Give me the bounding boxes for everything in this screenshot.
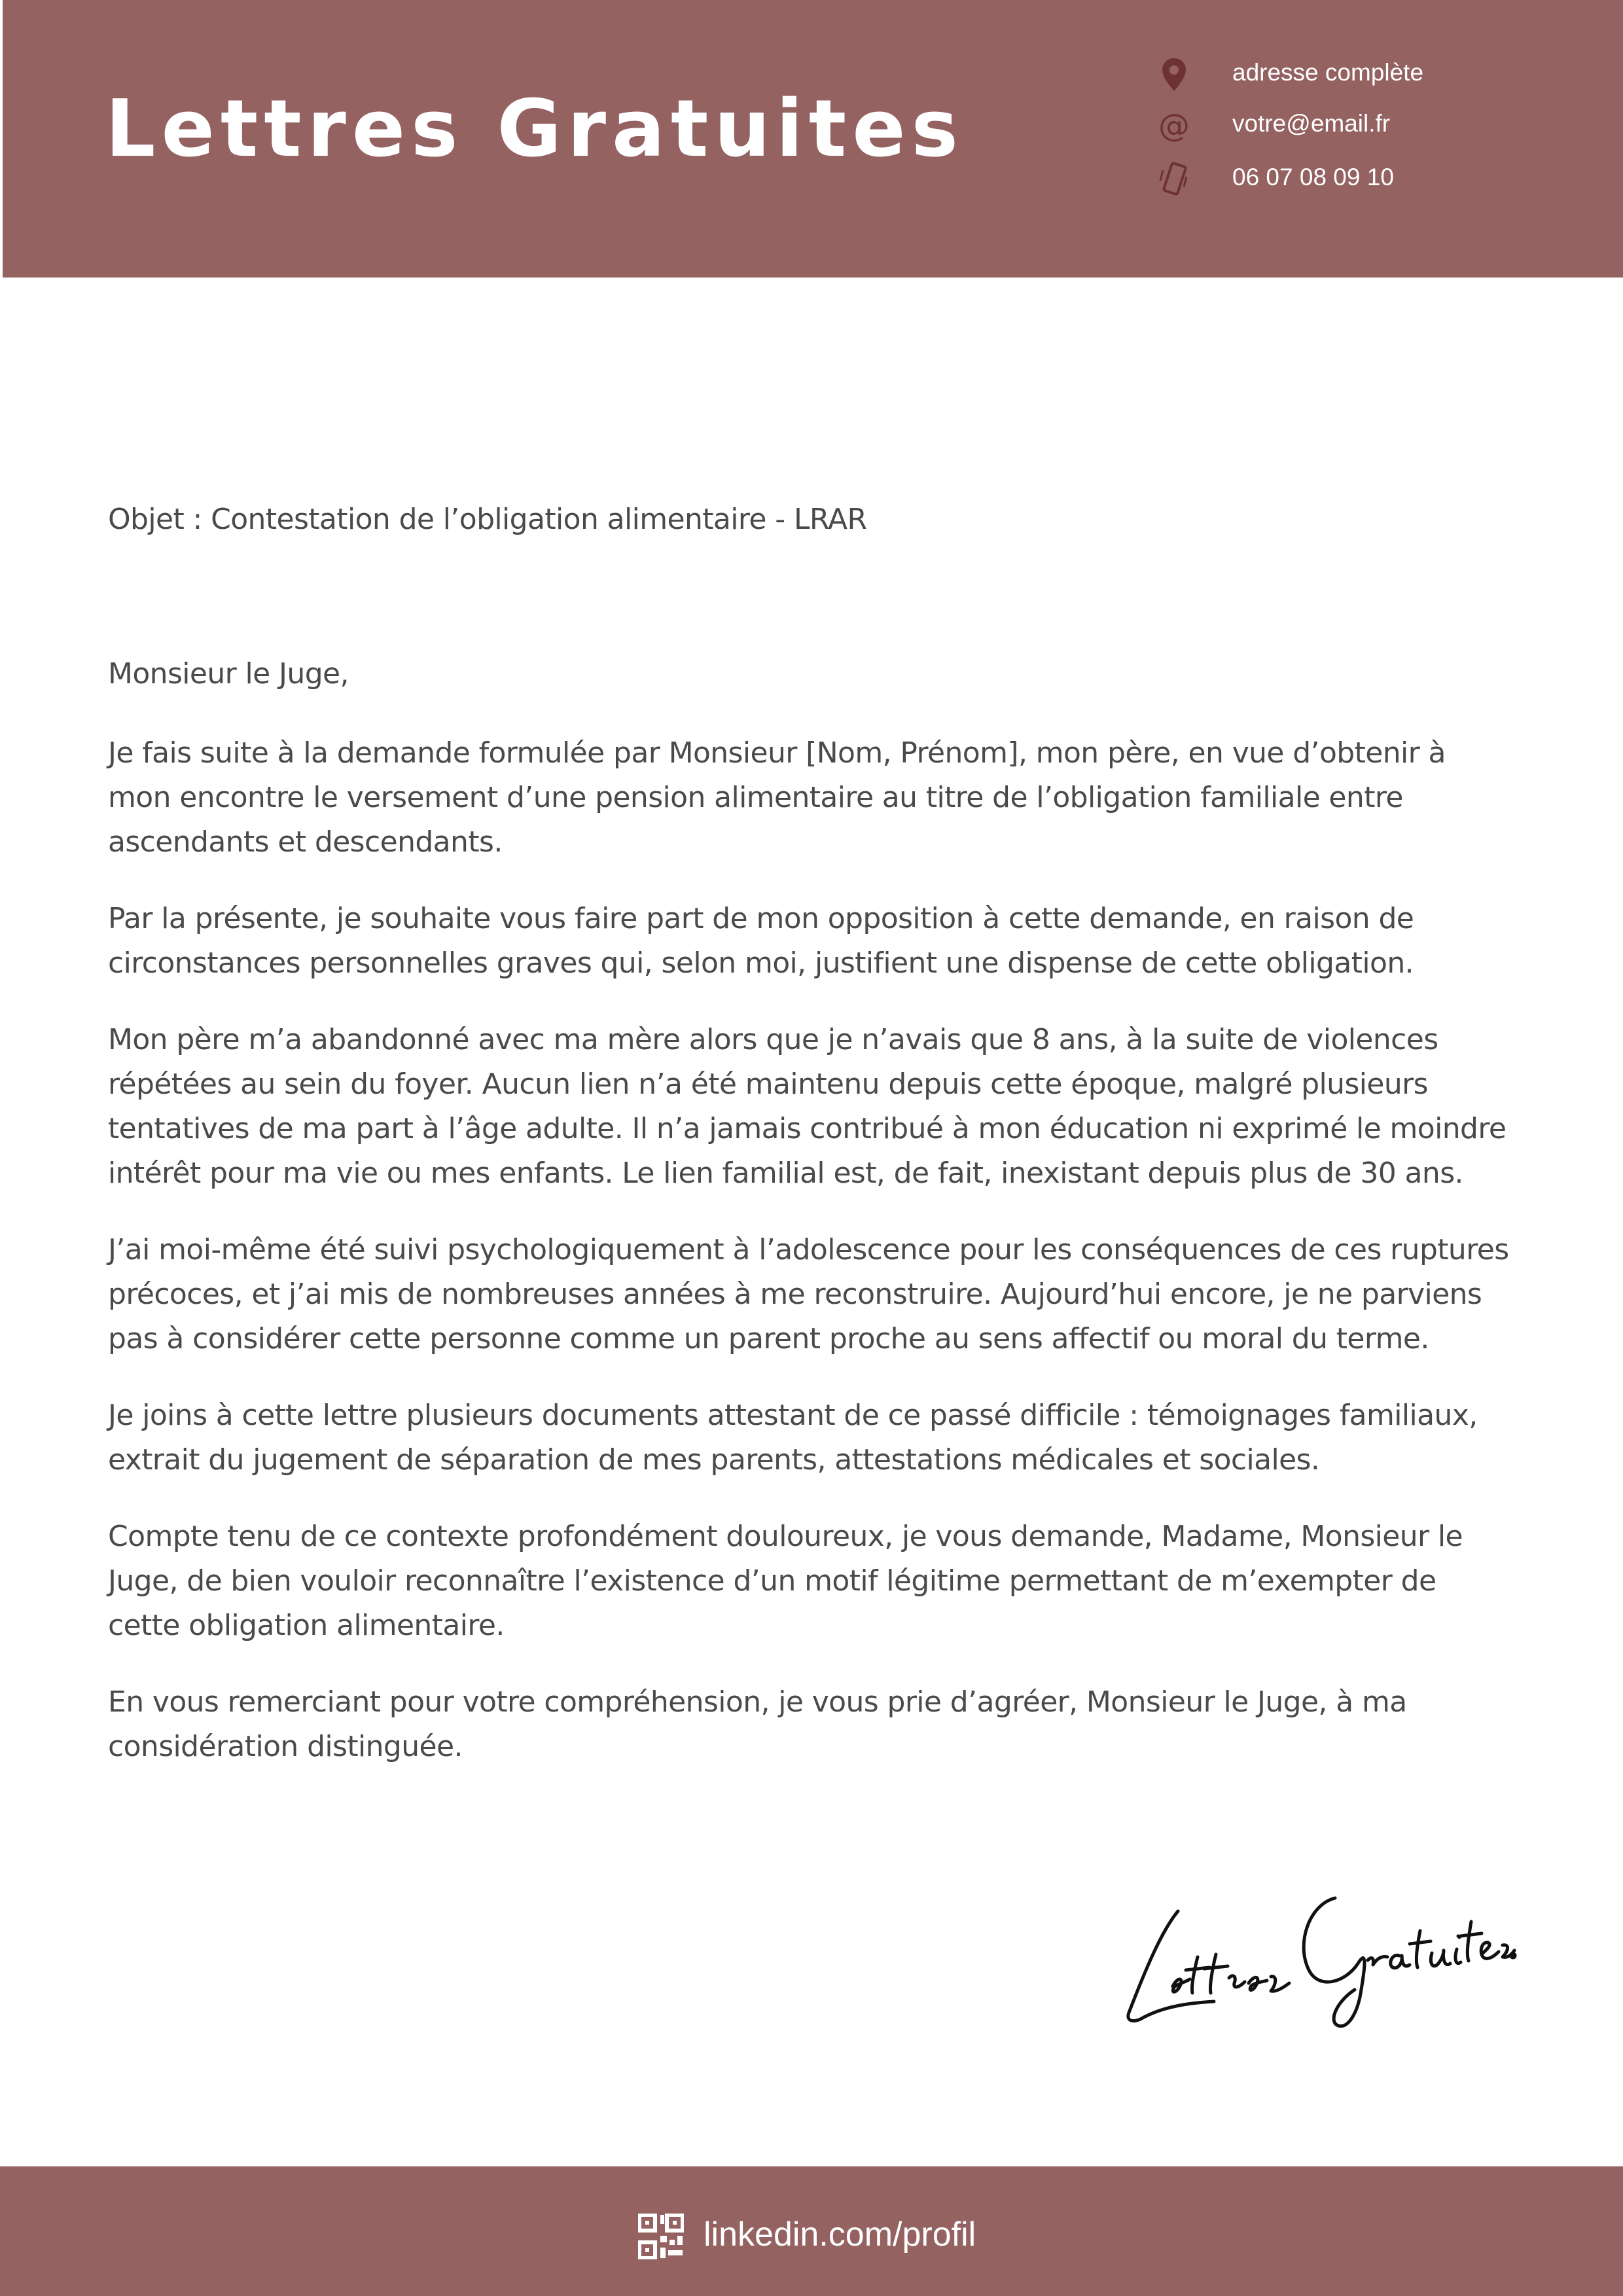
contact-address: [1154, 55, 1613, 94]
letter-paragraph: En vous remerciant pour votre compréhension, je vous prie d’agréer, Monsieur le Juge, à ma considération distinguée.: [108, 1685, 1407, 1763]
brand-title: Lettres Gratuites: [105, 84, 965, 175]
location-pin-icon: [1154, 55, 1194, 94]
contact-email-text: votre@email.fr: [1232, 110, 1391, 137]
linkedin-link[interactable]: linkedin.com/profil: [704, 2215, 976, 2253]
letter-paragraph: Mon père m’a abandonné avec ma mère alors que je n’avais que 8 ans, à la suite de violences répétées au sein du foyer. Aucun lien n’a été maintenu depuis cette époque, malgré plusieurs tentatives de ma part à l’âge adulte. Il n’a jamais contribué à mon éducation ni exprimé le moindre intérêt pour ma vie ou mes enfants. Le lien familial est, de fait, inexistant depuis plus de 30 ans.: [108, 1023, 1507, 1190]
letter-paragraph: Par la présente, je souhaite vous faire part de mon opposition à cette demande, en raison de circonstances personnelles graves qui, selon moi, justifient une dispense de cette obligation.: [108, 902, 1414, 980]
letter-object: Objet : Contestation de l’obligation alimentaire - LRAR: [108, 503, 867, 536]
contact-address-text: adresse complète: [1232, 59, 1424, 86]
footer-band: [0, 2166, 1623, 2296]
contact-phone: [1154, 160, 1613, 199]
handwritten-signature: [1099, 1872, 1518, 2042]
header-band: [3, 0, 1623, 278]
letter-salutation: Monsieur le Juge,: [108, 657, 349, 691]
letter-paragraph: Compte tenu de ce contexte profondément douloureux, je vous demande, Madame, Monsieur le Juge, de bien vouloir reconnaître l’existence d’un motif légitime permettant de m’exempter de cette obligation alimentaire.: [108, 1520, 1463, 1642]
letter-paragraph: J’ai moi-même été suivi psychologiquement à l’adolescence pour les conséquences de ces ruptures précoces, et j’ai mis de nombreuses années à me reconstruire. Aujourd’hui encore, je ne parviens pas à considérer cette personne comme un parent proche au sens affectif ou moral du terme.: [108, 1233, 1509, 1355]
letter-paragraph: Je joins à cette lettre plusieurs documents attestant de ce passé difficile : témoignages familiaux, extrait du jugement de séparation de mes parents, attestations médicales et sociales.: [108, 1399, 1478, 1477]
qr-code-icon: [638, 2214, 684, 2259]
contact-email: [1154, 106, 1613, 145]
contact-phone-text: 06 07 08 09 10: [1232, 164, 1394, 190]
letter-body: [108, 731, 1515, 1801]
phone-icon: [1154, 160, 1194, 199]
letter-paragraph: Je fais suite à la demande formulée par Monsieur [Nom, Prénom], mon père, en vue d’obtenir à mon encontre le versement d’une pension alimentaire au titre de l’obligation familiale entre ascendants et descendants.: [108, 736, 1446, 859]
at-sign-icon: @: [1158, 107, 1190, 144]
